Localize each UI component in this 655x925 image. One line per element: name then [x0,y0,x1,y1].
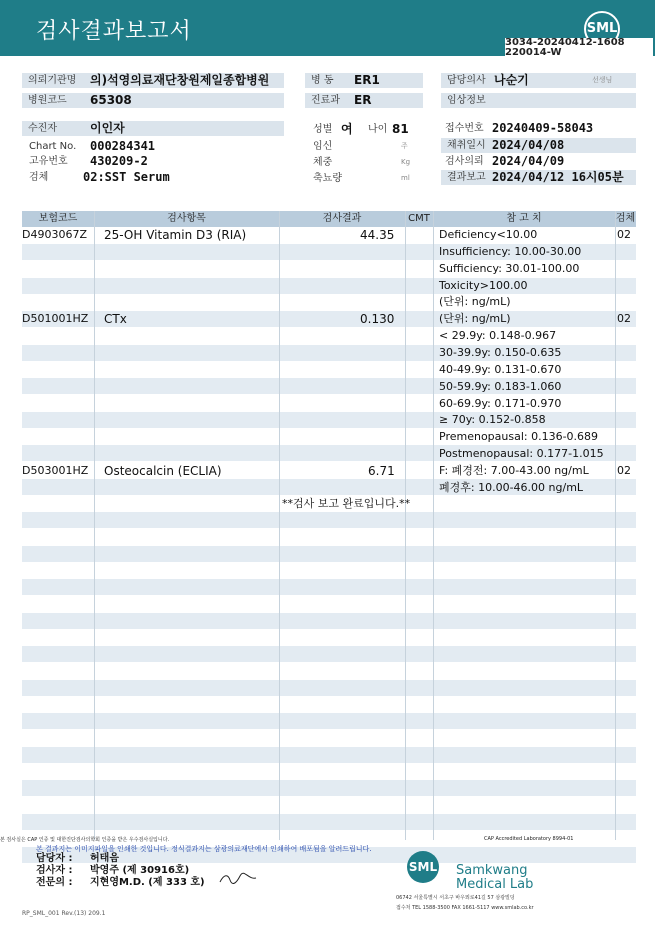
reference-line: F: 폐경전: 7.00-43.00 ng/mL [439,463,589,477]
column-divider [615,211,616,840]
row1-specimen: 02 [617,228,631,241]
chart-no-value: 000284341 [90,139,156,153]
table-stripe [22,747,636,763]
staff-role-2: 검사자 : [36,865,73,876]
request-value: 2024/04/09 [492,154,565,168]
ward-label: 병 동 [305,73,423,88]
hospital-code-value: 65308 [90,93,132,107]
urine-label: 축뇨량 [313,173,342,184]
hospital-code-label: 병원코드 [22,93,284,108]
reference-line: Postmenopausal: 0.177-1.015 [439,447,604,461]
row3-result: 6.71 [368,464,395,478]
row2-specimen: 02 [617,312,631,325]
column-divider [94,211,95,840]
staff-name-1: 허태음 [90,853,119,864]
sex-label: 성별 [313,124,333,135]
column-divider [279,211,280,840]
row3-code: D503001HZ [22,464,89,477]
company-name-line2: Medical Lab [456,877,534,892]
staff-name-3: 지현영M.D. (제 333 호) [90,877,205,888]
table-stripe [22,546,636,562]
header-item: 검사항목 [167,213,206,224]
urine-unit: ml [401,174,410,182]
table-stripe [22,579,636,595]
institution-value: 의)석영의료재단창원제일종합병원 [90,73,270,87]
signature-icon [218,870,258,886]
column-divider [405,211,406,840]
company-contact: 접수처 TEL 1588-3500 FAX 1661-5117 www.smlab.co.kr [396,905,534,911]
company-name-line1: Samkwang [456,863,528,878]
reference-line: < 29.9y: 0.148-0.967 [439,329,557,343]
request-label: 검사의뢰 [445,156,484,167]
row1-result: 44.35 [360,228,395,242]
reference-line: Insufficiency: 10.00-30.00 [439,244,582,258]
completion-message: **검사 보고 완료입니다.** [282,497,411,510]
collect-value: 2024/04/08 [492,138,565,152]
weight-unit: Kg [401,158,411,166]
specimen-label: 검체 [29,172,49,183]
reference-line: Deficiency<10.00 [439,228,538,241]
header-specimen: 검체 [615,213,636,224]
dept-value: ER [354,93,372,107]
specimen-value: 02:SST Serum [83,170,170,184]
row2-item: CTx [104,312,127,326]
reference-line: (단위: ng/mL) [439,312,511,326]
doctor-value: 나순기 [494,73,529,87]
reference-line: Toxicity>100.00 [439,278,528,292]
receipt-label: 접수번호 [445,123,484,134]
doctor-suffix: 선생님 [592,76,613,84]
recipient-label: 수진자 [22,121,284,136]
table-stripe [22,780,636,796]
table-stripe [22,613,636,629]
ward-value: ER1 [354,73,380,87]
reference-line: 60-69.9y: 0.171-0.970 [439,396,562,410]
table-stripe [22,646,636,662]
table-stripe [22,680,636,696]
table-stripe [22,713,636,729]
row1-code: D4903067Z [22,228,87,241]
row1-item: 25-OH Vitamin D3 (RIA) [104,228,247,242]
chart-no-label: Chart No. [29,141,77,152]
row3-item: Osteocalcin (ECLIA) [104,464,222,478]
row2-code: D501001HZ [22,312,89,325]
report-number: 3034-20240412-1608 220014-W [505,38,653,58]
institution-label: 의뢰기관명 [22,73,284,88]
sml-logo-icon: SML [584,11,620,47]
receipt-value: 20240409-58043 [492,121,594,135]
staff-role-3: 전문의 : [36,877,73,888]
row3-specimen: 02 [617,464,631,477]
staff-role-1: 담당자 : [36,853,73,864]
footer-sml-logo-icon: SML [407,851,439,883]
clinical-info-label: 임상정보 [441,93,636,108]
weight-label: 체중 [313,157,333,168]
table-stripe [22,512,636,528]
table-stripe [22,278,636,294]
collect-label: 채취일시 [441,138,636,153]
pregnancy-label: 임신 [313,141,333,152]
unique-no-value: 430209-2 [90,154,148,168]
reference-line: (단위: ng/mL) [439,295,511,309]
header-cmt: CMT [408,213,430,224]
table-stripe [22,814,636,830]
header-code: 보험코드 [38,213,78,224]
reference-line: Premenopausal: 0.136-0.689 [439,430,599,444]
recipient-value: 이인자 [90,121,125,135]
row2-result: 0.130 [360,312,395,326]
staff-name-2: 박영주 (제 30916호) [90,865,190,876]
header-reference: 참 고 치 [506,213,542,224]
header-result: 검사결과 [322,213,362,224]
table-header [22,211,636,227]
result-date-value: 2024/04/12 16시05분 [492,170,624,184]
reference-line: 30-39.9y: 0.150-0.635 [439,345,562,359]
column-divider [433,211,434,840]
result-label: 결과보고 [441,170,636,185]
age-label: 나이 [368,124,388,135]
reference-line: 50-59.9y: 0.183-1.060 [439,379,562,393]
print-notice: 본 결과지는 이미지파일을 인쇄한 것입니다. 정식결과지는 삼광의료재단에서 인쇄하여 배포됨을 알려드립니다. [36,845,372,853]
reference-line: 40-49.9y: 0.131-0.670 [439,362,562,376]
form-code: RP_SML_001 Rev.(13) 209.1 [22,910,106,917]
pregnancy-unit: 주 [401,142,408,150]
cap-accredited: CAP Accredited Laboratory 8994-01 [484,836,574,842]
age-value: 81 [392,122,409,136]
report-title: 검사결과보고서 [36,19,192,44]
doctor-label: 담당의사 [441,73,636,88]
reference-line: Sufficiency: 30.01-100.00 [439,261,580,275]
reference-line: ≥ 70y: 0.152-0.858 [439,413,546,427]
cap-note: 본 검사실은 CAP 인증 및 대한진단검사의학회 인증을 받은 우수검사실입니다. [0,837,170,843]
company-address: 06742 서울특별시 서초구 바우뫼로41길 57 삼광빌딩 [396,895,515,901]
sex-value: 여 [341,122,353,136]
dept-label: 진료과 [305,93,423,108]
reference-line: 폐경후: 10.00-46.00 ng/mL [439,480,584,494]
unique-no-label: 고유번호 [29,156,68,167]
